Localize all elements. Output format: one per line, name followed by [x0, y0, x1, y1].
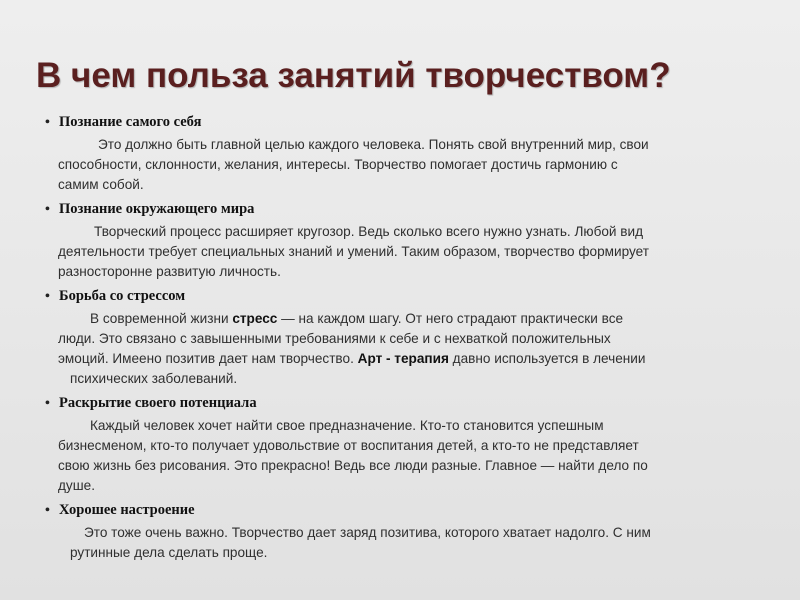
bullet-icon: • — [45, 503, 50, 518]
paragraph-line: Это тоже очень важно. Творчество дает заряд позитива, которого хватает надолго. С ним — [84, 525, 651, 540]
paragraph-line: самим собой. — [58, 177, 144, 192]
paragraph-line: психических заболеваний. — [70, 371, 238, 386]
paragraph-line: свою жизнь без рисования. Это прекрасно! Ведь все люди разные. Главное — найти дело по — [58, 458, 648, 473]
section-heading-text: Познание самого себя — [59, 114, 202, 130]
section-heading — [44, 393, 754, 414]
section-world-knowledge — [44, 199, 754, 282]
text-run: эмоций. Имеено позитив дает нам творчество. — [58, 351, 358, 366]
paragraph-line: деятельности требует специальных знаний и умений. Таким образом, творчество формирует — [58, 244, 649, 259]
paragraph-line: Это должно быть главной целью каждого человека. Понять свой внутренний мир, свои — [98, 137, 649, 152]
text-run: В современной жизни — [90, 311, 233, 326]
section-heading-text: Хорошее настроение — [59, 502, 195, 518]
paragraph-line — [58, 349, 754, 369]
term-stress: стресс — [232, 311, 278, 326]
paragraph-line: душе. — [58, 478, 95, 493]
section-paragraph — [44, 416, 754, 496]
paragraph-line: Каждый человек хочет найти свое предназначение. Кто-то становится успешным — [90, 418, 604, 433]
section-heading — [44, 199, 754, 220]
slide-title: В чем польза занятий творчеством? — [36, 56, 671, 95]
bullet-icon: • — [45, 396, 50, 411]
bullet-icon: • — [45, 202, 50, 217]
section-heading — [44, 286, 754, 307]
paragraph-line — [58, 309, 754, 329]
section-heading-text: Раскрытие своего потенциала — [59, 395, 257, 411]
section-heading-text: Познание окружающего мира — [59, 201, 255, 217]
slide-content — [44, 112, 754, 567]
section-mood — [44, 500, 754, 563]
paragraph-line: бизнесменом, кто-то получает удовольствие от воспитания детей, а кто-то не представляет — [58, 438, 639, 453]
bullet-icon: • — [45, 289, 50, 304]
paragraph-line: способности, склонности, желания, интересы. Творчество помогает достичь гармонию с — [58, 157, 618, 172]
section-self-knowledge — [44, 112, 754, 195]
section-heading-text: Борьба со стрессом — [59, 288, 186, 304]
section-paragraph — [44, 135, 754, 195]
section-heading — [44, 500, 754, 521]
section-heading — [44, 112, 754, 133]
paragraph-line: рутинные дела сделать проще. — [70, 545, 268, 560]
paragraph-line: разносторонне развитую личность. — [58, 264, 281, 279]
section-potential — [44, 393, 754, 496]
paragraph-line: Творческий процесс расширяет кругозор. Ведь сколько всего нужно узнать. Любой вид — [94, 224, 644, 239]
section-paragraph — [44, 309, 754, 389]
term-art-therapy: Арт - терапия — [357, 351, 449, 366]
section-paragraph — [44, 523, 754, 563]
text-run: — на каждом шагу. От него страдают практически все — [277, 311, 624, 326]
section-stress — [44, 286, 754, 389]
section-paragraph — [44, 222, 754, 282]
paragraph-line: люди. Это связано с завышенными требованиями к себе и с нехваткой положительных — [58, 331, 611, 346]
text-run: давно используется в лечении — [448, 351, 646, 366]
bullet-icon: • — [45, 115, 50, 130]
